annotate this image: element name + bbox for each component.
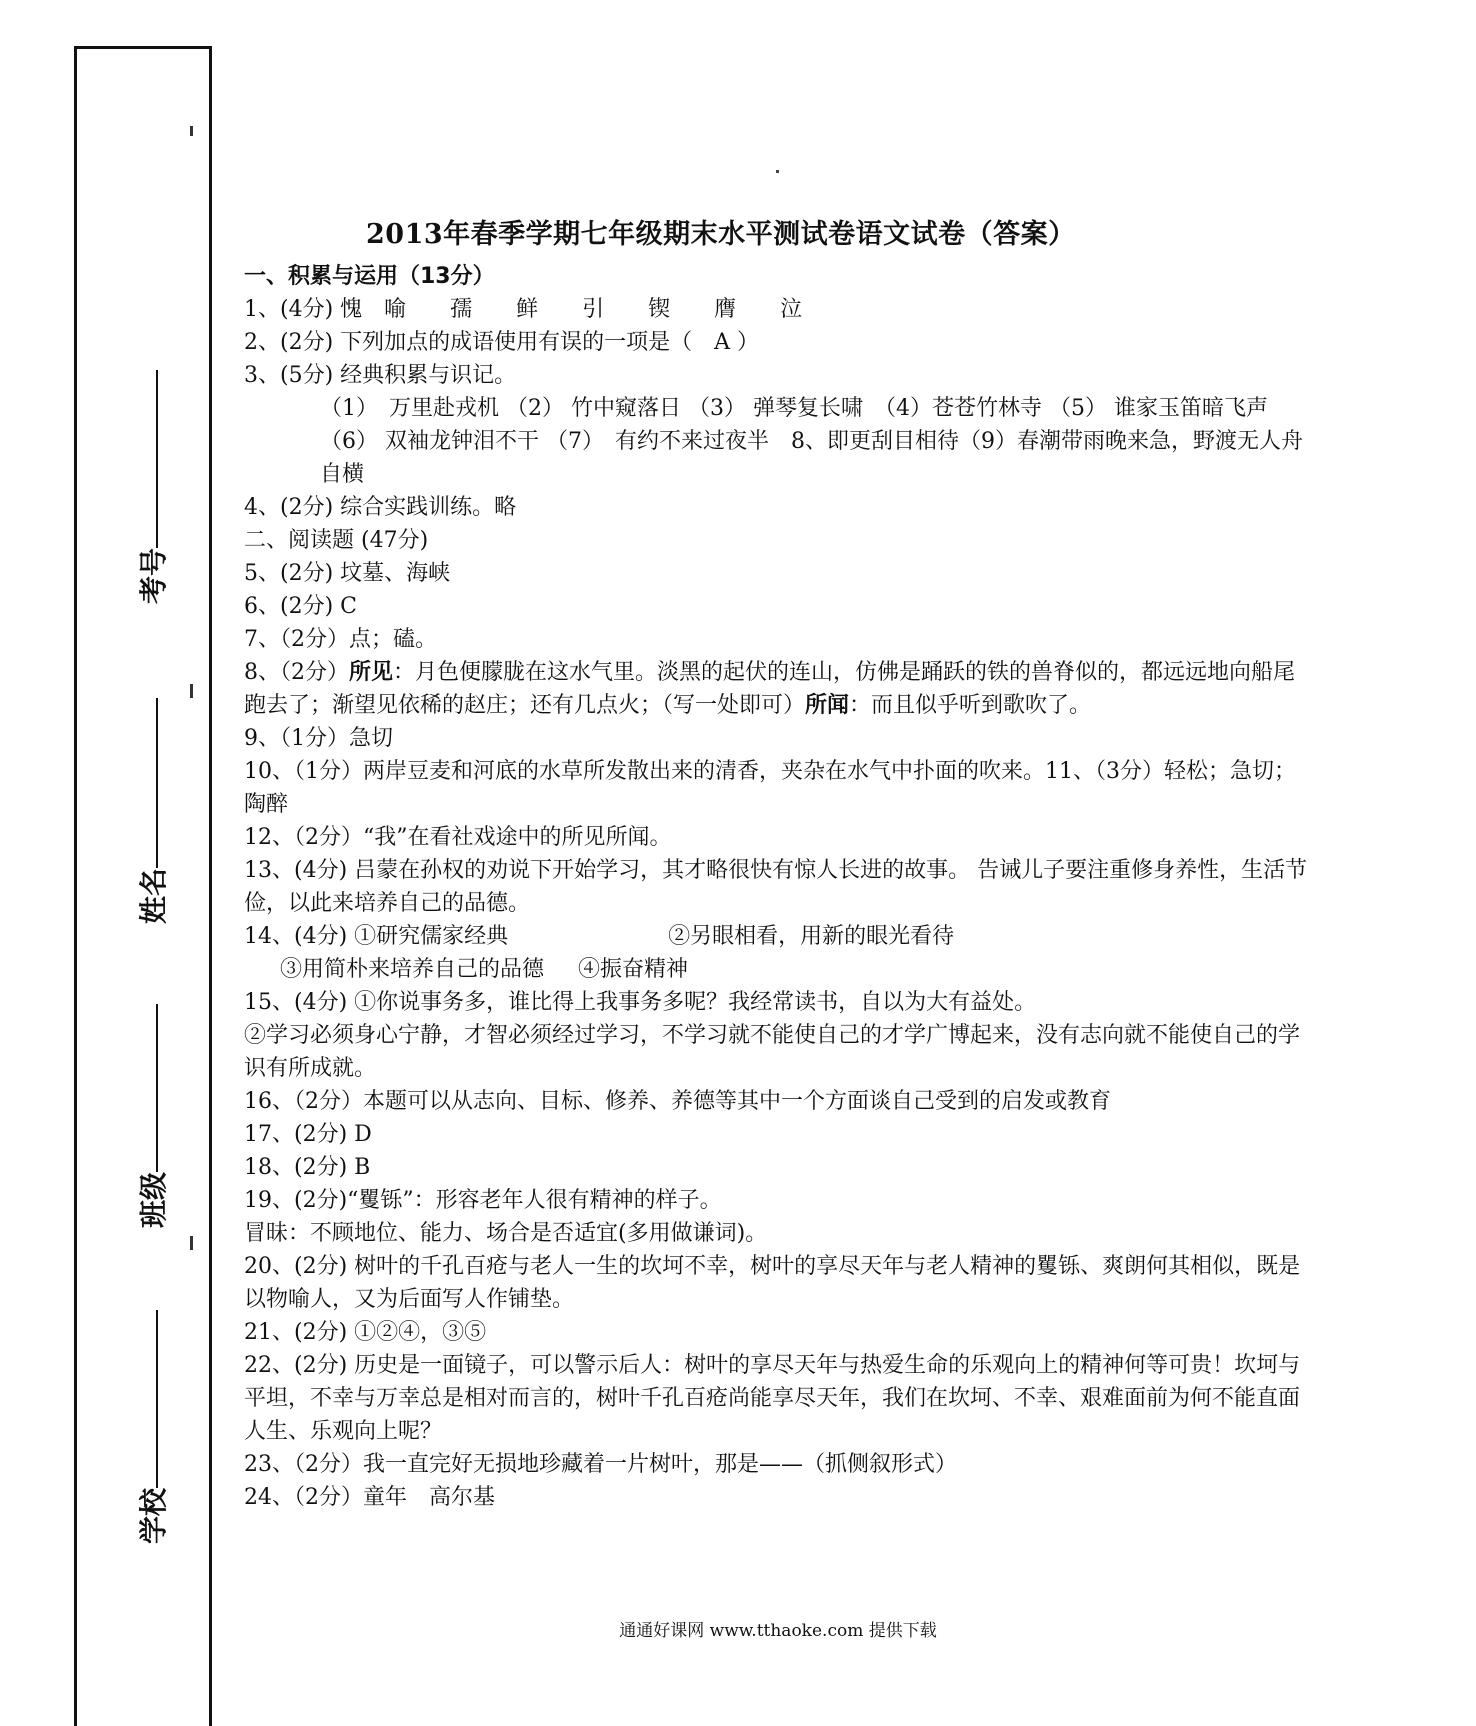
answer-13: 13、(4分) 吕蒙在孙权的劝说下开始学习，其才略很快有惊人长进的故事。 告诫儿子要注重修身养性，生活节俭，以此来培养自己的品德。 <box>244 858 1308 916</box>
answer-19-a: 19、(2分)“矍铄”：形容老年人很有精神的样子。 <box>244 1188 722 1213</box>
margin-tick-2 <box>190 684 193 698</box>
answer-6: 6、(2分) C <box>244 594 357 619</box>
answer-20: 20、(2分) 树叶的千孔百疮与老人一生的坎坷不幸，树叶的享尽天年与老人精神的矍铄、爽朗何其相似，既是以物喻人，又为后面写人作铺垫。 <box>244 1254 1301 1312</box>
exam-number-label: 考号 <box>137 547 171 605</box>
exam-number-field[interactable] <box>120 370 180 605</box>
answer-3-body: （1） 万里赴戎机 （2） 竹中窥落日 （3） 弹琴复长啸 （4）苍苍竹林寺 （5） 谁家玉笛暗飞声 （6） 双袖龙钟泪不干 （7） 有约不来过夜半 8、即更刮目相待（9）春潮带雨晚来急，野渡无人舟自横 <box>320 396 1303 487</box>
answer-19-b: 冒昧：不顾地位、能力、场合是否适宜(多用做谦词)。 <box>244 1221 768 1246</box>
class-field[interactable] <box>120 1004 180 1234</box>
answer-7: 7、（2分）点；磕。 <box>244 627 437 652</box>
answer-14-cont <box>244 953 1314 986</box>
answer-14-c: ③用简朴来培养自己的品德 <box>280 957 545 982</box>
margin-tick-3 <box>190 1236 193 1250</box>
exam-number-line <box>156 370 158 548</box>
section-heading-2: 二、阅读题 (47分) <box>244 528 429 553</box>
answer-14-d: ④振奋精神 <box>578 957 689 982</box>
answer-21: 21、(2分) ①②④，③⑤ <box>244 1320 487 1345</box>
section-heading-1: 一、积累与运用（13分） <box>244 264 495 289</box>
answer-8-text-2: ：而且似乎听到歌吹了。 <box>849 693 1092 718</box>
answer-8-keyword-seen: 所见 <box>349 660 394 685</box>
name-label: 姓名 <box>137 867 171 925</box>
answer-1: 1、(4分) 愧 喻 孺 鲜 引 锲 膺 泣 <box>244 297 803 322</box>
answer-4: 4、(2分) 综合实践训练。略 <box>244 495 517 520</box>
answer-15-b: ②学习必须身心宁静，才智必须经过学习，不学习就不能使自己的才学广博起来，没有志向就不能使自己的学识有所成就。 <box>244 1023 1301 1081</box>
name-line <box>156 698 158 868</box>
answer-17: 17、(2分) D <box>244 1122 372 1147</box>
answer-16: 16、（2分）本题可以从志向、目标、修养、养德等其中一个方面谈自己受到的启发或教育 <box>244 1089 1111 1114</box>
class-label: 班级 <box>137 1171 171 1229</box>
answer-2: 2、(2分) 下列加点的成语使用有误的一项是（ A ） <box>244 330 760 355</box>
scan-dot <box>776 170 779 173</box>
answer-9: 9、（1分）急切 <box>244 726 393 751</box>
answer-14 <box>244 920 1314 953</box>
answer-8-keyword-heard: 所闻 <box>805 693 850 718</box>
school-label: 学校 <box>137 1487 171 1545</box>
answer-12: 12、（2分）“我”在看社戏途中的所见所闻。 <box>244 825 672 850</box>
answer-14-b: ②另眼相看，用新的眼光看待 <box>668 924 955 949</box>
page-title: 2013年春季学期七年级期末水平测试卷语文试卷（答案） <box>366 219 1076 250</box>
answer-18: 18、(2分) B <box>244 1155 371 1180</box>
answer-5: 5、(2分) 坟墓、海峡 <box>244 561 451 586</box>
answer-8 <box>244 656 1314 722</box>
answer-22: 22、(2分) 历史是一面镜子，可以警示后人：树叶的享尽天年与热爱生命的乐观向上的精神何等可贵！坎坷与平坦，不幸与万幸总是相对而言的，树叶千孔百疮尚能享尽天年，我们在坎坷、不幸、艰难面前为何不能直面人生、乐观向上呢？ <box>244 1353 1301 1444</box>
footer-download-credit: 通通好课网 www.tthaoke.com 提供下载 <box>619 1621 937 1641</box>
answer-15-a: 15、(4分) ①你说事务多，谁比得上我事务多呢？我经常读书，自以为大有益处。 <box>244 990 1037 1015</box>
answer-10-11: 10、（1分）两岸豆麦和河底的水草所发散出来的清香，夹杂在水气中扑面的吹来。11、（3分）轻松；急切；陶醉 <box>244 759 1296 817</box>
answer-24: 24、（2分）童年 高尔基 <box>244 1485 495 1510</box>
answer-14-a: 14、(4分) ①研究儒家经典 <box>244 924 509 949</box>
class-line <box>156 1004 158 1172</box>
name-field[interactable] <box>120 698 180 928</box>
answer-list <box>244 260 1314 1514</box>
margin-tick-1 <box>190 126 193 136</box>
answer-23: 23、（2分）我一直完好无损地珍藏着一片树叶，那是——（抓侧叙形式） <box>244 1452 957 1477</box>
school-line <box>156 1310 158 1488</box>
answer-8-prefix: 8、（2分） <box>244 660 349 685</box>
school-field[interactable] <box>120 1310 180 1550</box>
answer-3: 3、(5分) 经典积累与识记。 <box>244 363 517 388</box>
answer-8-text-1: ：月色便朦胧在这水气里。淡黑的起伏的连山，仿佛是踊跃的铁的兽脊似的，都远远地向船尾跑去了；渐望见依稀的赵庄；还有几点火；（写一处即可） <box>244 660 1296 718</box>
